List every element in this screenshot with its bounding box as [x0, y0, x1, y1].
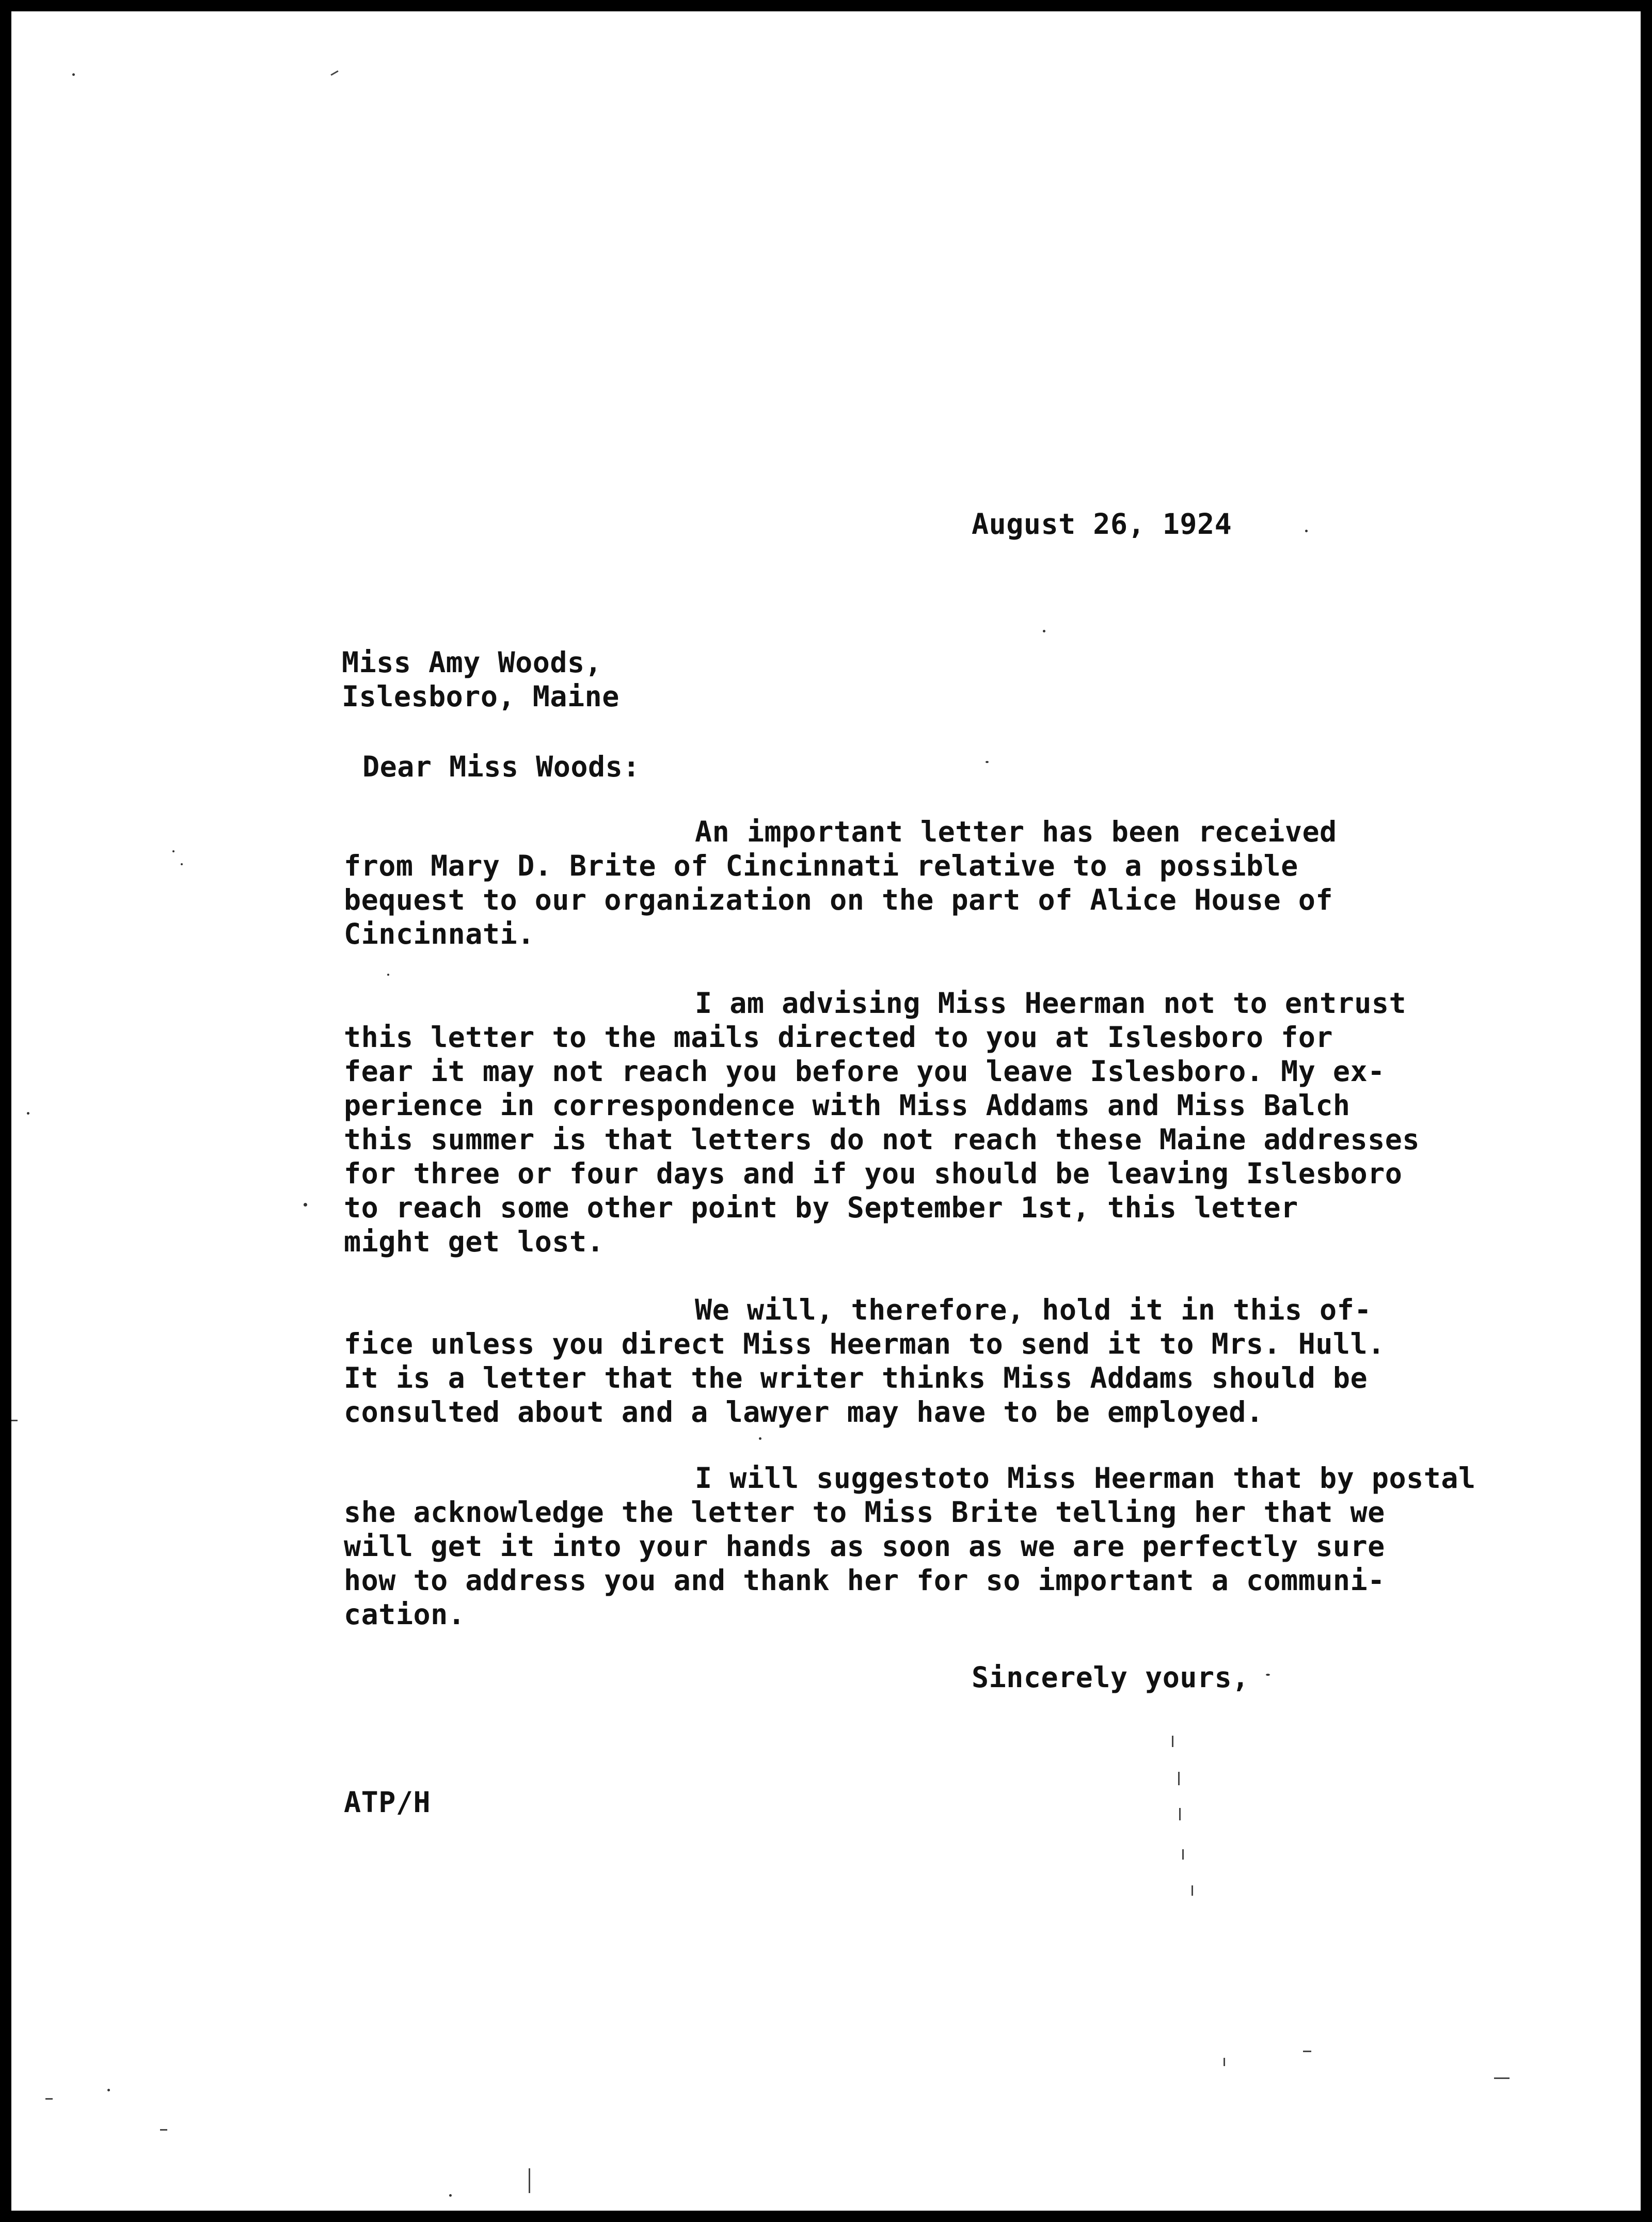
scan-speck: [449, 2194, 452, 2197]
body-line: to reach some other point by September 1st, this letter: [344, 1191, 1298, 1224]
scan-mark: [1303, 2051, 1311, 2052]
body-line: We will, therefore, hold it in this of-: [695, 1293, 1372, 1326]
scan-mark: [45, 2098, 53, 2100]
scan-speck: [304, 1203, 307, 1207]
body-line: this letter to the mails directed to you at Islesboro for: [344, 1021, 1333, 1054]
body-line: she acknowledge the letter to Miss Brite telling her that we: [344, 1496, 1385, 1529]
scan-mark: [529, 2168, 530, 2193]
scan-speck: [27, 1112, 29, 1115]
body-line: this summer is that letters do not reach these Maine addresses: [344, 1123, 1420, 1156]
scan-mark: [1182, 1849, 1184, 1860]
scan-mark: [11, 1420, 18, 1421]
body-line: bequest to our organization on the part of Alice House of: [344, 883, 1333, 916]
body-line: I am advising Miss Heerman not to entrust: [695, 987, 1407, 1020]
salutation: Dear Miss Woods:: [362, 750, 640, 783]
body-line: consulted about and a lawyer may have to be employed.: [344, 1395, 1264, 1429]
scan-speck: [387, 974, 389, 976]
body-line: perience in correspondence with Miss Addams and Miss Balch: [344, 1089, 1351, 1122]
recipient-name: Miss Amy Woods,: [342, 646, 602, 679]
scan-speck: [1305, 530, 1308, 532]
letter-page: [11, 11, 1641, 2211]
body-line: from Mary D. Brite of Cincinnati relative to a possible: [344, 849, 1298, 882]
scan-mark: [1224, 2058, 1225, 2066]
recipient-location: Islesboro, Maine: [342, 680, 620, 713]
scan-mark: [160, 2129, 167, 2131]
scan-mark: [1172, 1736, 1173, 1747]
scan-speck: [172, 850, 174, 852]
scan-mark: [1179, 1808, 1181, 1820]
body-line: fear it may not reach you before you leave Islesboro. My ex-: [344, 1055, 1385, 1088]
body-line: Cincinnati.: [344, 917, 535, 950]
scan-mark: [330, 70, 338, 76]
scan-speck: [181, 863, 183, 865]
body-line: cation.: [344, 1598, 466, 1631]
body-line: how to address you and thank her for so important a communi-: [344, 1564, 1385, 1597]
letter-date: August 26, 1924: [972, 507, 1232, 541]
scan-speck: [986, 761, 989, 763]
scan-speck: [107, 2089, 110, 2091]
reference-initials: ATP/H: [344, 1786, 431, 1819]
scan-mark: [1192, 1885, 1193, 1896]
closing: Sincerely yours,: [972, 1661, 1249, 1694]
body-line: fice unless you direct Miss Heerman to send it to Mrs. Hull.: [344, 1327, 1385, 1360]
body-line: I will suggestoto Miss Heerman that by postal: [695, 1462, 1476, 1495]
scan-speck: [1043, 630, 1045, 632]
scan-speck: [72, 73, 75, 76]
scan-mark: [1178, 1772, 1180, 1785]
scan-speck: [759, 1437, 761, 1440]
scan-speck: [1266, 1674, 1270, 1676]
body-line: might get lost.: [344, 1225, 605, 1258]
body-line: It is a letter that the writer thinks Miss Addams should be: [344, 1361, 1368, 1394]
body-line: will get it into your hands as soon as we are perfectly sure: [344, 1530, 1385, 1563]
body-line: An important letter has been received: [695, 815, 1337, 848]
body-line: for three or four days and if you should be leaving Islesboro: [344, 1157, 1403, 1190]
scan-mark: [1494, 2077, 1510, 2079]
